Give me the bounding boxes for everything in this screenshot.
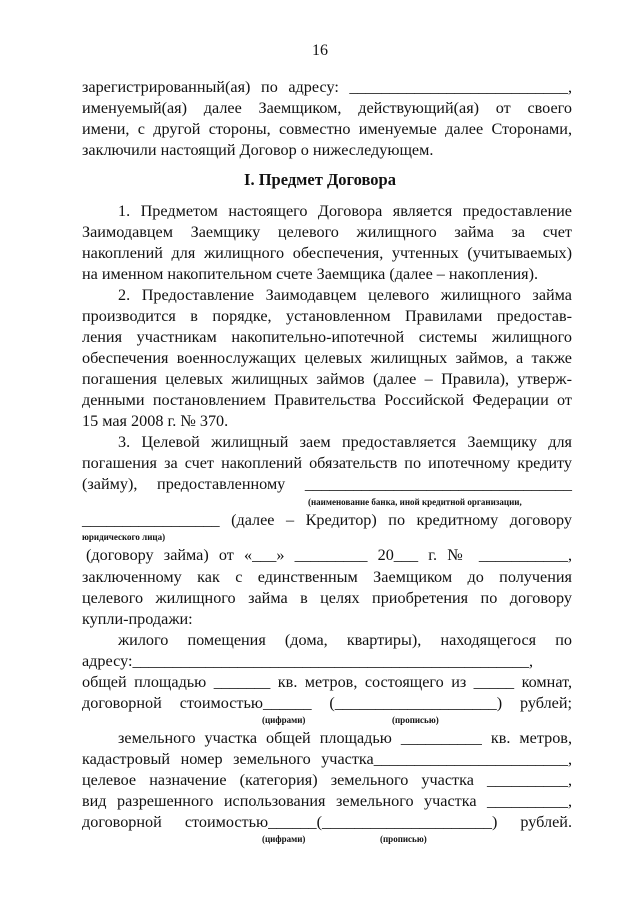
paragraph-line: жилого помещения (дома, квартиры), находящегося по: [118, 631, 572, 649]
paragraph-line: (договору займа) от «___» _________ 20___ г. № ___________,: [86, 546, 572, 564]
paragraph-line: (займу), предоставленному _________________________________: [82, 475, 572, 493]
paragraph-line: целевое назначение (категория) земельного участка __________,: [82, 771, 572, 789]
note-bank-name: (наименование банка, иной кредитной организации,: [308, 497, 522, 507]
paragraph-line: накоплений для жилищного обеспечения, учтенных (учитываемых): [82, 244, 572, 262]
paragraph-line: договорной стоимостью______ (____________________) рублей;: [82, 694, 572, 712]
paragraph-line: заключенному как с единственным Заемщиком до получения: [82, 568, 572, 586]
paragraph-line: ления участникам накопительно-ипотечной системы жилищного: [82, 328, 572, 346]
paragraph-line: _________________ (далее – Кредитор) по кредитному договору: [82, 511, 572, 529]
note-words: (прописью): [380, 834, 427, 844]
intro-line-2: именуемый(ая) далее Заемщиком, действующий(ая) от своего: [82, 99, 572, 117]
paragraph-line: производится в порядке, установленном Правилами предостав-: [82, 307, 572, 325]
paragraph-line: купли-продажи:: [82, 610, 193, 628]
paragraph-line: адресу:_________________________________________________,: [82, 652, 534, 670]
note-legal-entity: юридического лица): [82, 532, 166, 542]
paragraph-line: погашения целевых жилищных займов (далее – Правила), утверж-: [82, 370, 572, 388]
intro-line-3: имени, с другой стороны, совместно именуемые далее Сторонами,: [82, 120, 572, 138]
section-title: I. Предмет Договора: [244, 170, 396, 189]
paragraph-line: 2. Предоставление Заимодавцем целевого жилищного займа: [118, 286, 572, 304]
intro-line-1: зарегистрированный(ая) по адресу: ___________________________,: [82, 78, 572, 96]
paragraph-line: общей площадью _______ кв. метров, состоящего из _____ комнат,: [82, 673, 572, 691]
paragraph-line: земельного участка общей площадью __________ кв. метров,: [118, 729, 572, 747]
paragraph-line: на именном накопительном счете Заемщика (далее – накопления).: [82, 265, 539, 283]
intro-line-4: заключили настоящий Договор о нижеследующем.: [82, 141, 434, 159]
paragraph-line: погашения за счет накоплений обязательств по ипотечному кредиту: [82, 454, 572, 472]
paragraph-line: 3. Целевой жилищный заем предоставляется Заемщику для: [118, 433, 572, 451]
note-words: (прописью): [392, 715, 439, 725]
paragraph-line: Заимодавцем Заемщику целевого жилищного займа за счет: [82, 223, 572, 241]
paragraph-line: обеспечения военнослужащих целевых жилищных займов, а также: [82, 349, 572, 367]
paragraph-line: кадастровый номер земельного участка________________________,: [82, 750, 572, 768]
note-digits: (цифрами): [262, 715, 306, 725]
paragraph-line: 1. Предметом настоящего Договора является предоставление: [118, 202, 572, 220]
page-number: 16: [312, 42, 328, 59]
paragraph-line: вид разрешенного использования земельного участка __________,: [82, 792, 572, 810]
paragraph-line: денными постановлением Правительства Российской Федерации от: [82, 391, 572, 409]
paragraph-line: договорной стоимостью______(_____________________) рублей.: [82, 813, 572, 831]
note-digits: (цифрами): [262, 834, 306, 844]
paragraph-line: 15 мая 2008 г. № 370.: [82, 412, 229, 430]
paragraph-line: целевого жилищного займа в целях приобретения по договору: [82, 589, 572, 607]
